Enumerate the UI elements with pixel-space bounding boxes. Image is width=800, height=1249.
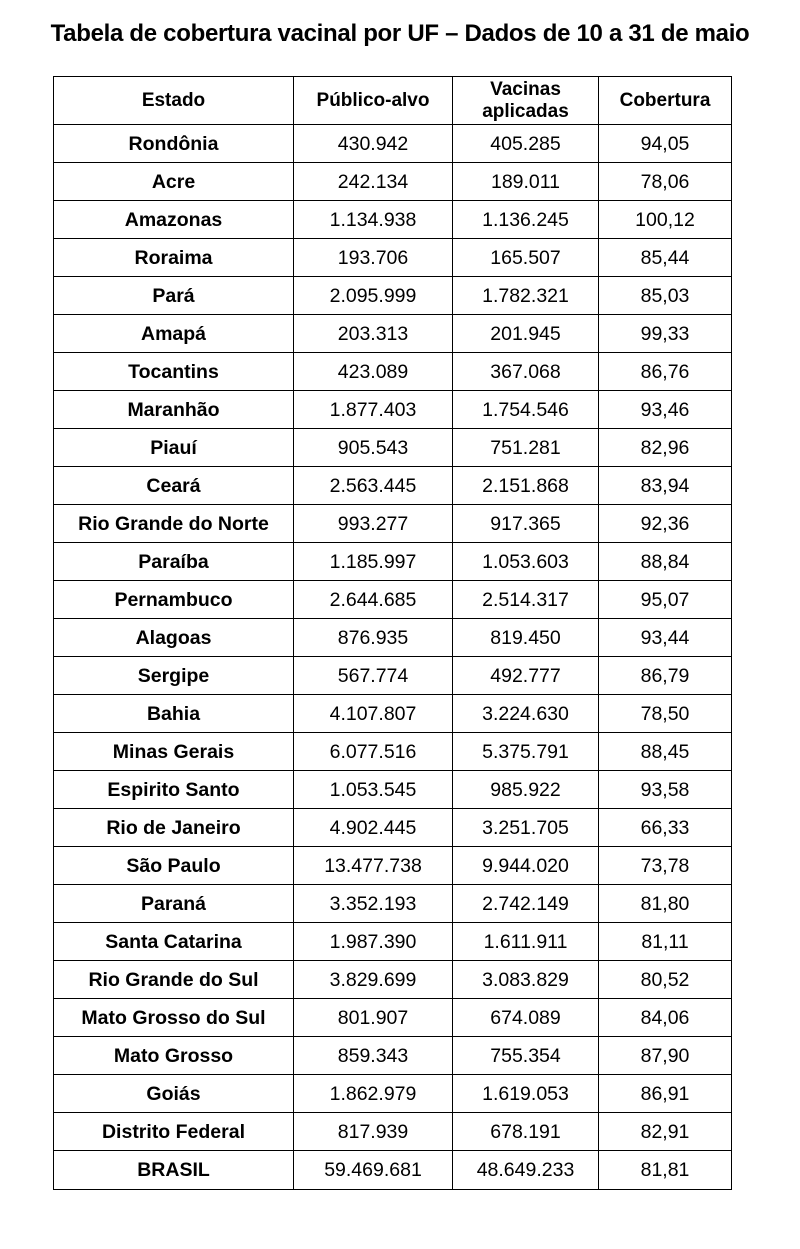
cell-vacinas-aplicadas: 3.224.630	[453, 695, 599, 733]
table-row-total	[54, 1151, 732, 1190]
cell-estado: Maranhão	[54, 391, 294, 429]
cell-publico-alvo: 1.862.979	[294, 1075, 453, 1113]
cell-cobertura: 99,33	[599, 315, 732, 353]
cell-cobertura: 94,05	[599, 125, 732, 163]
cell-vacinas-aplicadas: 674.089	[453, 999, 599, 1037]
table-row	[54, 163, 732, 201]
table-row	[54, 809, 732, 847]
cell-publico-alvo: 242.134	[294, 163, 453, 201]
cell-estado: Distrito Federal	[54, 1113, 294, 1151]
cell-cobertura: 93,46	[599, 391, 732, 429]
cell-vacinas-aplicadas: 819.450	[453, 619, 599, 657]
table-row	[54, 619, 732, 657]
cell-vacinas-aplicadas: 751.281	[453, 429, 599, 467]
table-row	[54, 961, 732, 999]
table-row	[54, 1037, 732, 1075]
header-vacinas-line1: Vacinas	[490, 78, 561, 100]
cell-vacinas-aplicadas: 48.649.233	[453, 1151, 599, 1190]
cell-estado: Roraima	[54, 239, 294, 277]
cell-publico-alvo: 567.774	[294, 657, 453, 695]
cell-estado: Alagoas	[54, 619, 294, 657]
cell-vacinas-aplicadas: 405.285	[453, 125, 599, 163]
cell-cobertura: 73,78	[599, 847, 732, 885]
table-row	[54, 201, 732, 239]
cell-publico-alvo: 2.095.999	[294, 277, 453, 315]
table-row	[54, 239, 732, 277]
cell-estado: Mato Grosso do Sul	[54, 999, 294, 1037]
cell-cobertura: 93,44	[599, 619, 732, 657]
cell-vacinas-aplicadas: 3.251.705	[453, 809, 599, 847]
cell-estado: Mato Grosso	[54, 1037, 294, 1075]
cell-publico-alvo: 1.053.545	[294, 771, 453, 809]
table-row	[54, 277, 732, 315]
cell-cobertura: 81,11	[599, 923, 732, 961]
table-row	[54, 315, 732, 353]
cell-estado: Santa Catarina	[54, 923, 294, 961]
cell-vacinas-aplicadas: 9.944.020	[453, 847, 599, 885]
table-row	[54, 771, 732, 809]
coverage-table	[53, 76, 732, 1190]
cell-cobertura: 66,33	[599, 809, 732, 847]
cell-estado: São Paulo	[54, 847, 294, 885]
cell-publico-alvo: 423.089	[294, 353, 453, 391]
cell-vacinas-aplicadas: 1.754.546	[453, 391, 599, 429]
table-row	[54, 391, 732, 429]
cell-estado: Piauí	[54, 429, 294, 467]
cell-cobertura: 93,58	[599, 771, 732, 809]
cell-publico-alvo: 993.277	[294, 505, 453, 543]
cell-vacinas-aplicadas: 2.742.149	[453, 885, 599, 923]
cell-estado: Tocantins	[54, 353, 294, 391]
cell-publico-alvo: 3.829.699	[294, 961, 453, 999]
cell-estado: Espirito Santo	[54, 771, 294, 809]
cell-estado: Rio de Janeiro	[54, 809, 294, 847]
cell-cobertura: 92,36	[599, 505, 732, 543]
cell-vacinas-aplicadas: 1.619.053	[453, 1075, 599, 1113]
cell-estado: Rio Grande do Sul	[54, 961, 294, 999]
cell-cobertura: 78,50	[599, 695, 732, 733]
cell-cobertura: 86,79	[599, 657, 732, 695]
cell-vacinas-aplicadas: 678.191	[453, 1113, 599, 1151]
cell-publico-alvo: 2.644.685	[294, 581, 453, 619]
cell-publico-alvo: 801.907	[294, 999, 453, 1037]
cell-publico-alvo: 817.939	[294, 1113, 453, 1151]
cell-estado: Paraíba	[54, 543, 294, 581]
cell-vacinas-aplicadas: 189.011	[453, 163, 599, 201]
page-title: Tabela de cobertura vacinal por UF – Dados de 10 a 31 de maio	[50, 20, 750, 47]
cell-cobertura: 82,96	[599, 429, 732, 467]
cell-cobertura: 85,44	[599, 239, 732, 277]
cell-estado: BRASIL	[54, 1151, 294, 1190]
table-row	[54, 125, 732, 163]
cell-estado: Amapá	[54, 315, 294, 353]
table-row	[54, 353, 732, 391]
table-row	[54, 999, 732, 1037]
cell-estado: Rio Grande do Norte	[54, 505, 294, 543]
header-publico-alvo: Público-alvo	[294, 77, 453, 125]
cell-estado: Pernambuco	[54, 581, 294, 619]
cell-cobertura: 84,06	[599, 999, 732, 1037]
table-row	[54, 1075, 732, 1113]
cell-vacinas-aplicadas: 3.083.829	[453, 961, 599, 999]
table-row	[54, 505, 732, 543]
cell-publico-alvo: 1.134.938	[294, 201, 453, 239]
cell-cobertura: 87,90	[599, 1037, 732, 1075]
cell-vacinas-aplicadas: 755.354	[453, 1037, 599, 1075]
cell-cobertura: 85,03	[599, 277, 732, 315]
cell-publico-alvo: 905.543	[294, 429, 453, 467]
cell-publico-alvo: 193.706	[294, 239, 453, 277]
header-vacinas-aplicadas	[453, 77, 599, 125]
cell-cobertura: 80,52	[599, 961, 732, 999]
cell-publico-alvo: 4.902.445	[294, 809, 453, 847]
cell-vacinas-aplicadas: 917.365	[453, 505, 599, 543]
table-row	[54, 695, 732, 733]
table-row	[54, 581, 732, 619]
cell-estado: Rondônia	[54, 125, 294, 163]
header-vacinas-line2: aplicadas	[482, 100, 569, 122]
cell-vacinas-aplicadas: 1.611.911	[453, 923, 599, 961]
table-row	[54, 733, 732, 771]
cell-cobertura: 81,80	[599, 885, 732, 923]
cell-vacinas-aplicadas: 2.151.868	[453, 467, 599, 505]
cell-publico-alvo: 430.942	[294, 125, 453, 163]
cell-estado: Bahia	[54, 695, 294, 733]
cell-cobertura: 100,12	[599, 201, 732, 239]
cell-publico-alvo: 203.313	[294, 315, 453, 353]
cell-cobertura: 86,91	[599, 1075, 732, 1113]
header-cobertura: Cobertura	[599, 77, 732, 125]
header-estado: Estado	[54, 77, 294, 125]
cell-publico-alvo: 13.477.738	[294, 847, 453, 885]
cell-cobertura: 81,81	[599, 1151, 732, 1190]
cell-vacinas-aplicadas: 1.782.321	[453, 277, 599, 315]
table-row	[54, 923, 732, 961]
cell-estado: Ceará	[54, 467, 294, 505]
cell-publico-alvo: 6.077.516	[294, 733, 453, 771]
cell-vacinas-aplicadas: 367.068	[453, 353, 599, 391]
cell-publico-alvo: 859.343	[294, 1037, 453, 1075]
cell-publico-alvo: 2.563.445	[294, 467, 453, 505]
table-row	[54, 543, 732, 581]
cell-cobertura: 78,06	[599, 163, 732, 201]
cell-estado: Sergipe	[54, 657, 294, 695]
cell-publico-alvo: 1.877.403	[294, 391, 453, 429]
table-body	[54, 125, 732, 1190]
cell-cobertura: 88,84	[599, 543, 732, 581]
cell-estado: Minas Gerais	[54, 733, 294, 771]
cell-cobertura: 95,07	[599, 581, 732, 619]
cell-vacinas-aplicadas: 985.922	[453, 771, 599, 809]
table-row	[54, 429, 732, 467]
cell-cobertura: 83,94	[599, 467, 732, 505]
cell-estado: Pará	[54, 277, 294, 315]
table-row	[54, 657, 732, 695]
cell-vacinas-aplicadas: 2.514.317	[453, 581, 599, 619]
cell-publico-alvo: 1.185.997	[294, 543, 453, 581]
table-row	[54, 1113, 732, 1151]
cell-cobertura: 82,91	[599, 1113, 732, 1151]
table-row	[54, 467, 732, 505]
table-row	[54, 885, 732, 923]
cell-publico-alvo: 876.935	[294, 619, 453, 657]
cell-vacinas-aplicadas: 201.945	[453, 315, 599, 353]
cell-estado: Goiás	[54, 1075, 294, 1113]
table-row	[54, 847, 732, 885]
cell-publico-alvo: 59.469.681	[294, 1151, 453, 1190]
cell-estado: Amazonas	[54, 201, 294, 239]
cell-vacinas-aplicadas: 1.053.603	[453, 543, 599, 581]
cell-vacinas-aplicadas: 165.507	[453, 239, 599, 277]
cell-estado: Acre	[54, 163, 294, 201]
cell-publico-alvo: 4.107.807	[294, 695, 453, 733]
cell-vacinas-aplicadas: 492.777	[453, 657, 599, 695]
cell-vacinas-aplicadas: 5.375.791	[453, 733, 599, 771]
cell-vacinas-aplicadas: 1.136.245	[453, 201, 599, 239]
cell-publico-alvo: 3.352.193	[294, 885, 453, 923]
cell-estado: Paraná	[54, 885, 294, 923]
cell-cobertura: 86,76	[599, 353, 732, 391]
cell-cobertura: 88,45	[599, 733, 732, 771]
cell-publico-alvo: 1.987.390	[294, 923, 453, 961]
table-header-row	[54, 77, 732, 125]
